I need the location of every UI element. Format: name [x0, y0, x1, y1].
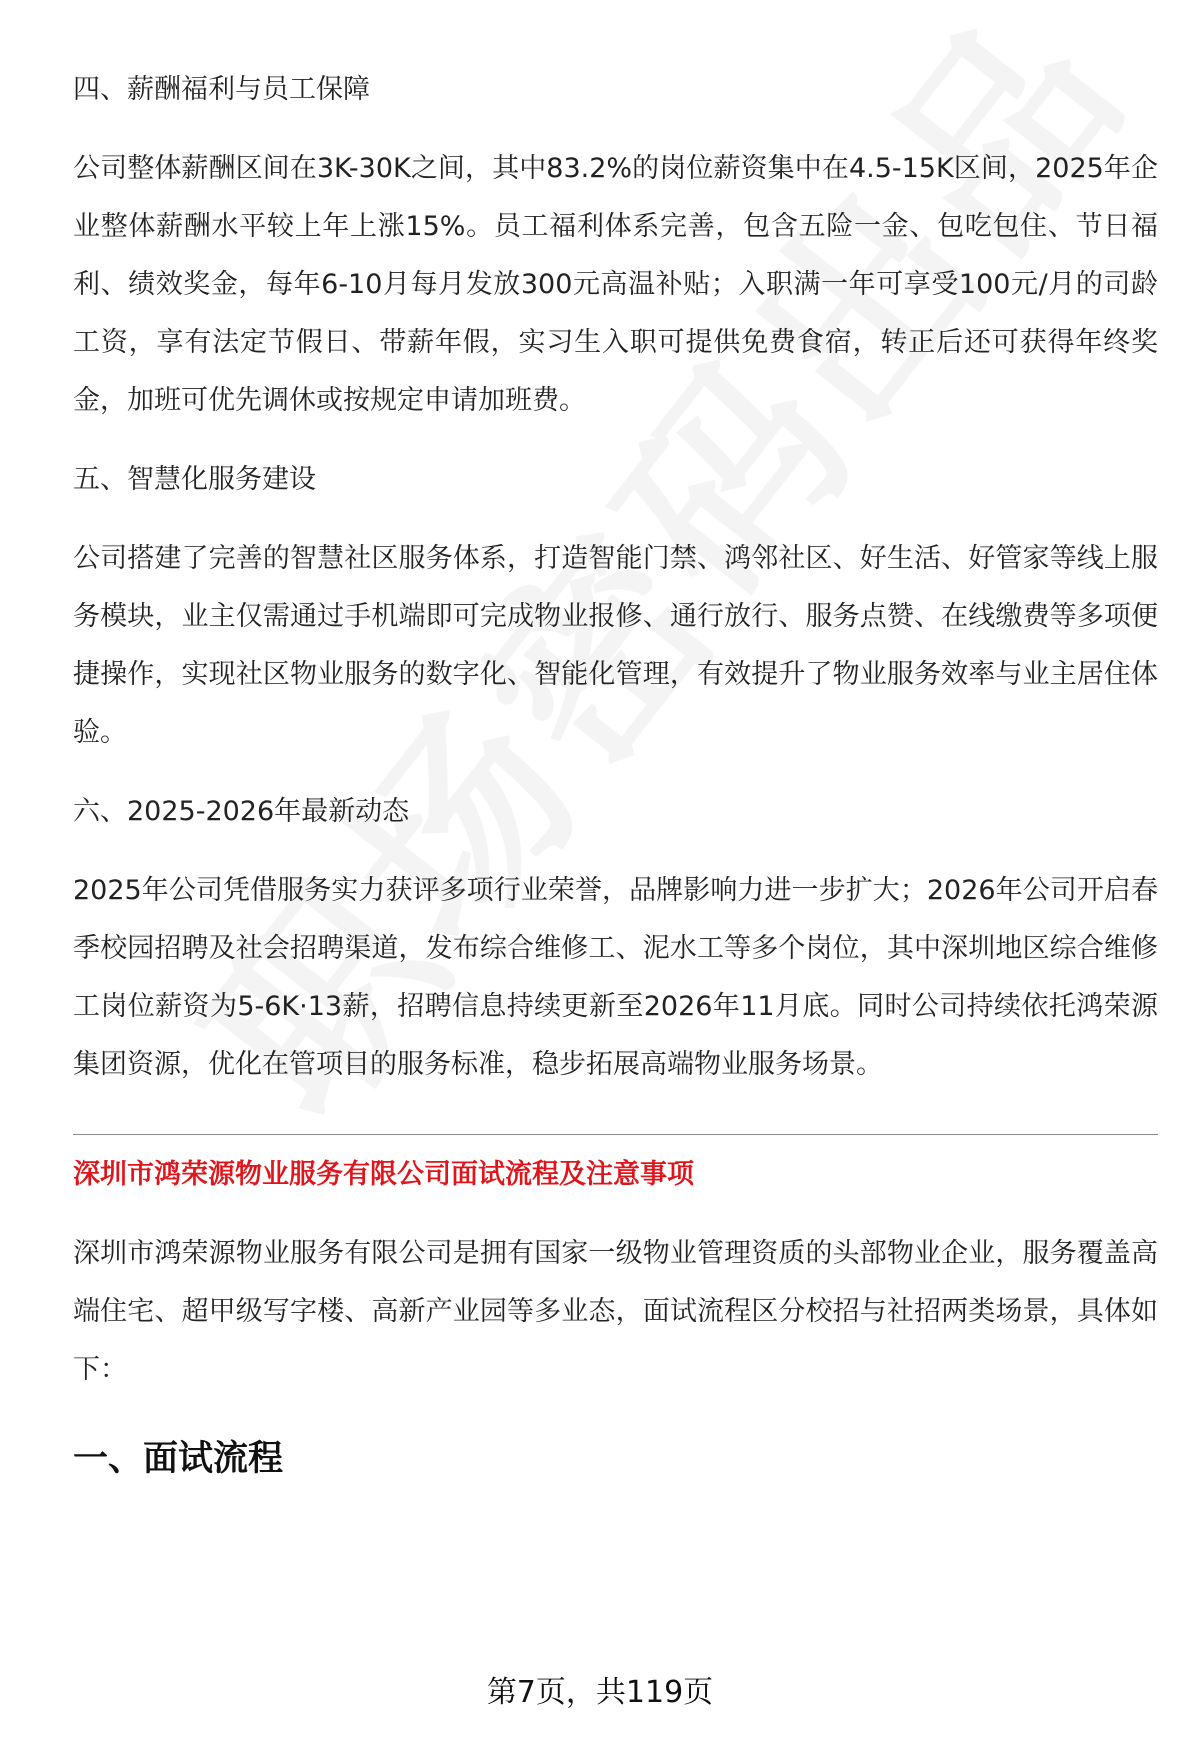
section-body-latest-news: 2025年公司凭借服务实力获评多项行业荣誉，品牌影响力进一步扩大；2026年公司开启春季校园招聘及社会招聘渠道，发布综合维修工、泥水工等多个岗位，其中深圳地区综合维修工岗位薪资为5-6K·13薪，招聘信息持续更新至2026年11月底。同时公司持续依托鸿荣源集团资源，优化在管项目的服务标准，稳步拓展高端物业服务场景。 [73, 875, 1158, 1080]
section-body-salary: 公司整体薪酬区间在3K-30K之间，其中83.2%的岗位薪资集中在4.5-15K区间，2025年企业整体薪酬水平较上年上涨15%。员工福利体系完善，包含五险一金、包吃包住、节日福利、绩效奖金，每年6-10月每月发放300元高温补贴；入职满一年可享受100元/月的司龄工资，享有法定节假日、带薪年假，实习生入职可提供免费食宿，转正后还可获得年终奖金，加班可优先调休或按规定申请加班费。 [73, 153, 1158, 416]
interview-intro: 深圳市鸿荣源物业服务有限公司是拥有国家一级物业管理资质的头部物业企业，服务覆盖高端住宅、超甲级写字楼、高新产业园等多业态，面试流程区分校招与社招两类场景，具体如下： [73, 1238, 1158, 1385]
page-number: 第7页，共119页 [486, 1675, 714, 1710]
section-heading-salary: 四、薪酬福利与员工保障 [73, 74, 370, 105]
interview-process-heading: 一、面试流程 [73, 1439, 284, 1479]
section-divider [73, 1134, 1158, 1135]
interview-title: 深圳市鸿荣源物业服务有限公司面试流程及注意事项 [73, 1159, 694, 1190]
document-content [73, 60, 1158, 1489]
section-heading-smart-service: 五、智慧化服务建设 [73, 464, 316, 495]
section-heading-latest-news: 六、2025-2026年最新动态 [73, 796, 410, 827]
section-body-smart-service: 公司搭建了完善的智慧社区服务体系，打造智能门禁、鸿邻社区、好生活、好管家等线上服务模块，业主仅需通过手机端即可完成物业报修、通行放行、服务点赞、在线缴费等多项便捷操作，实现社区物业服务的数字化、智能化管理，有效提升了物业服务效率与业主居住体验。 [73, 543, 1158, 748]
